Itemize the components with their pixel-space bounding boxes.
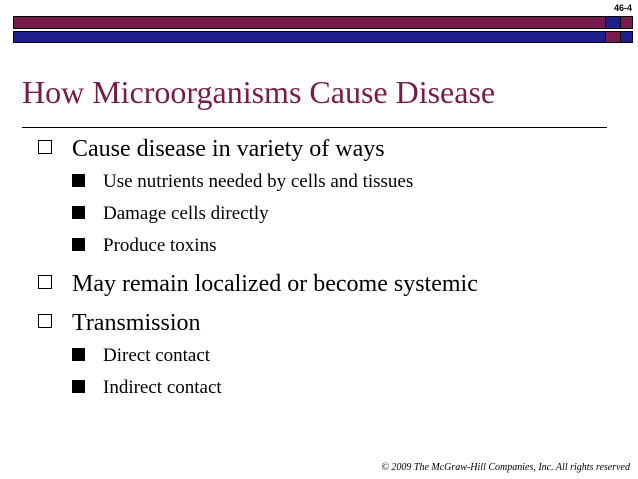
header-bar-navy [13,31,633,43]
hollow-square-bullet-icon [38,275,52,289]
header-accent-square-navy [605,16,621,29]
filled-square-bullet-icon [72,380,85,393]
bullet-item: Transmission [72,310,201,336]
filled-square-bullet-icon [72,206,85,219]
bullet-item: Cause disease in variety of ways [72,136,385,162]
sub-bullet-item: Use nutrients needed by cells and tissues [103,171,414,192]
sub-bullet-item: Indirect contact [103,377,222,398]
copyright-notice: © 2009 The McGraw-Hill Companies, Inc. All rights reserved [381,462,630,473]
sub-bullet-item: Damage cells directly [103,203,269,224]
hollow-square-bullet-icon [38,140,52,154]
filled-square-bullet-icon [72,174,85,187]
bullet-item: May remain localized or become systemic [72,271,478,297]
slide-number: 46-4 [613,3,632,13]
title-divider [22,127,607,128]
header-accent-square-maroon [605,31,621,43]
hollow-square-bullet-icon [38,314,52,328]
sub-bullet-item: Produce toxins [103,235,217,256]
filled-square-bullet-icon [72,348,85,361]
sub-bullet-item: Direct contact [103,345,211,366]
slide-title: How Microorganisms Cause Disease [22,74,496,110]
filled-square-bullet-icon [72,238,85,251]
header-bar-maroon [13,16,633,29]
